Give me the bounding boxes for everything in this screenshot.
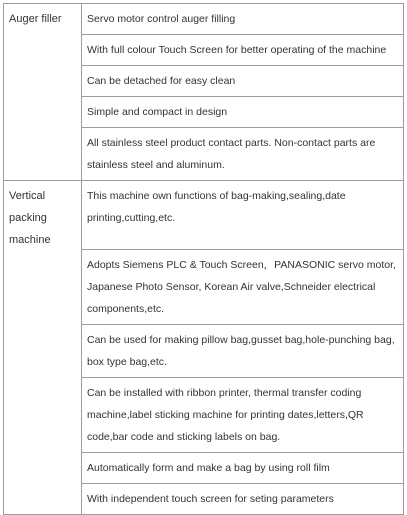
- feature-cell: With independent touch screen for seting parameters: [82, 484, 404, 515]
- category-cell-auger-filler: Auger filler: [4, 4, 82, 181]
- feature-cell: Can be installed with ribbon printer, thermal transfer coding machine,label sticking machine for printing dates,letters,QR code,bar code and sticking labels on bag.: [82, 378, 404, 453]
- table-row: [4, 181, 404, 250]
- category-cell-vertical-packing-machine: Vertical packing machine: [4, 181, 82, 515]
- feature-cell: Servo motor control auger filling: [82, 4, 404, 35]
- feature-cell: With full colour Touch Screen for better operating of the machine: [82, 35, 404, 66]
- feature-cell: Can be detached for easy clean: [82, 66, 404, 97]
- feature-cell: All stainless steel product contact parts. Non-contact parts are stainless steel and aluminum.: [82, 128, 404, 181]
- spec-table: [3, 3, 404, 515]
- table-row: [4, 4, 404, 35]
- feature-cell: Adopts Siemens PLC & Touch Screen，PANASONIC servo motor, Japanese Photo Sensor, Korean Air valve,Schneider electrical components,etc.: [82, 250, 404, 325]
- feature-cell: Simple and compact in design: [82, 97, 404, 128]
- feature-cell: Automatically form and make a bag by using roll film: [82, 453, 404, 484]
- feature-text: This machine own functions of bag-making,sealing,date printing,cutting,etc.: [87, 190, 346, 224]
- feature-cell: [82, 181, 404, 250]
- feature-cell: Can be used for making pillow bag,gusset bag,hole-punching bag, box type bag,etc.: [82, 325, 404, 378]
